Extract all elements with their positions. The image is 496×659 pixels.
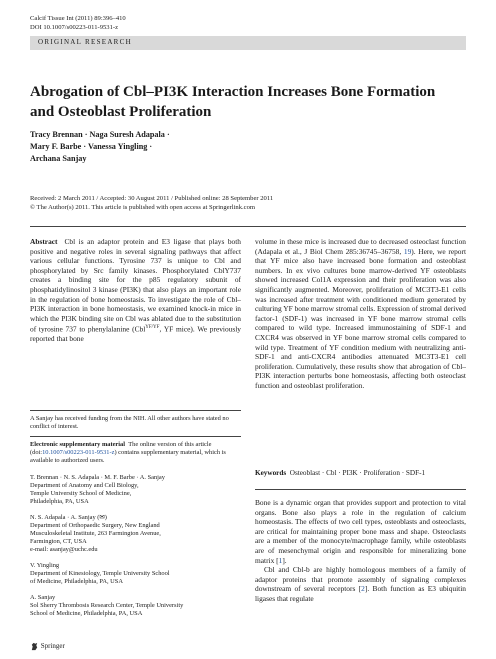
copyright-line: © The Author(s) 2011. This article is published with open access at Springerlink.com: [30, 203, 256, 211]
aff3-line: of Medicine, Philadelphia, PA, USA: [30, 578, 123, 585]
aff1-line: T. Brennan · N. S. Adapala · M. F. Barbe · A. Sanjay: [30, 474, 165, 481]
esm-heading: Electronic supplementary material: [30, 441, 126, 448]
keywords-heading: Keywords: [255, 469, 287, 477]
esm-doi-link[interactable]: 10.1007/s00223-011-9531-z: [42, 449, 115, 456]
publisher-name: Springer: [40, 642, 65, 651]
dates-line-1: Received: 2 March 2011 / Accepted: 30 August 2011 / Published online: 28 September 2011: [30, 195, 274, 202]
aff1-line: Philadelphia, PA, USA: [30, 498, 89, 505]
reference-link[interactable]: 19: [403, 246, 412, 256]
funding-note: A Sanjay has received funding from the NIH. All other authors have stated no conflict of interest.: [30, 415, 229, 430]
email-line[interactable]: e-mail: asanjay@uchc.edu: [30, 546, 98, 553]
keywords-text: Osteoblast · Cbl · PI3K · Proliferation · SDF-1: [289, 469, 426, 477]
esm-text-a: The online version of this article (doi:: [30, 441, 212, 456]
section-band: [30, 36, 466, 50]
author-list: [30, 129, 330, 165]
article-title: [30, 82, 470, 122]
aff4-line: A. Sanjay: [30, 594, 56, 601]
abstract-paragraph: [30, 237, 241, 344]
esm-note: [30, 441, 241, 465]
aff2-line: Farmington, CT, USA: [30, 538, 87, 545]
authors-line-2: Mary F. Barbe · Vanessa Yingling ·: [30, 142, 153, 151]
reference-link[interactable]: 1: [278, 555, 283, 565]
journal-header: [30, 14, 126, 32]
keywords: [255, 469, 466, 479]
intro-p1-end: ].: [282, 555, 287, 565]
intro-p2-text: Cbl and Cbl-b are highly homologous members of a family of adaptor proteins that promote assembly of signaling complexes downstream of several receptors [: [255, 565, 466, 594]
abstract-text: Cbl is an adaptor protein and E3 ligase that plays both positive and negative roles in several signaling pathways that affect various cellular functions. Tyrosine 737 is unique to Cbl and phosphorylated by Src family kinases. Phosphorylated CblY737 creates a binding site for the p85 regulatory subunit of phosphatidylinositol 3 kinase (PI3K) that also plays an important role in the regulation of bone homeostasis. To investigate the role of Cbl–PI3K interaction in bone homeostasis, we examined knock-in mice in which the PI3K binding site on Cbl was ablated due to the substitution of tyrosine 737 to phenylalanine (Cbl: [30, 237, 241, 334]
esm-divider: [30, 436, 241, 437]
keywords-divider: [255, 489, 466, 490]
authors-line-1: Tracy Brennan · Naga Suresh Adapala ·: [30, 130, 170, 139]
aff3-line: V. Yingling: [30, 562, 60, 569]
journal-citation: Calcif Tissue Int (2011) 89:396–410: [30, 15, 126, 22]
title-line-2: and Osteoblast Proliferation: [30, 104, 212, 120]
aff3-line: Department of Kinesiology, Temple University School: [30, 570, 170, 577]
abstract-left: [30, 237, 241, 344]
intro-p1-text: Bone is a dynamic organ that provides support and protection to vital organs. Bone also plays a role in the regulation of calcium homeostasis. The effects of two cell types, osteoblasts and osteoclasts, are critical for maintaining proper bone mass and shape. Osteoclasts are a member of the monocyte/macrophage family, while osteoblasts are of mesenchymal origin and responsible for mineralizing bone matrix [: [255, 498, 466, 565]
abstract-continued-a: volume in these mice is increased due to decreased osteoclast function (Adapala et al., J Biol Chem 285:36745–36758,: [255, 237, 466, 256]
footnote-divider: [30, 410, 241, 411]
intro-p2-end: ]. Both function as E3 ubiquitin ligases that regulate: [255, 584, 466, 603]
abstract-superscript: YF/YF: [145, 325, 160, 331]
introduction: [255, 498, 466, 604]
aff4-line: Sol Sherry Thrombosis Research Center, Temple University: [30, 602, 184, 609]
affiliation-4: [30, 594, 241, 618]
title-line-1: Abrogation of Cbl–PI3K Interaction Increases Bone Formation: [30, 84, 436, 100]
aff2-line: Department of Orthopaedic Surgery, New England: [30, 522, 160, 529]
abstract-continued: [255, 237, 466, 391]
affiliation-3: [30, 562, 241, 586]
esm-text-b: ) contains supplementary material, which is available to authorized users.: [30, 449, 226, 464]
aff1-line: Department of Anatomy and Cell Biology,: [30, 482, 139, 489]
affiliation-1: [30, 474, 241, 506]
intro-paragraph-2: [255, 565, 466, 603]
affiliation-2: [30, 514, 241, 554]
abstract-right: [255, 237, 466, 391]
reference-link[interactable]: 2: [361, 584, 365, 594]
intro-paragraph-1: [255, 498, 466, 565]
abstract-text-end: , YF mice). We previously reported that bone: [30, 324, 241, 344]
section-label: ORIGINAL RESEARCH: [38, 38, 132, 46]
journal-doi: DOI 10.1007/s00223-011-9531-z: [30, 24, 119, 31]
publisher-footer: [30, 642, 65, 651]
footnotes: [30, 415, 241, 618]
aff1-line: Temple University School of Medicine,: [30, 490, 132, 497]
abstract-continued-b: ). Here, we report that YF mice also have increased bone formation and osteoblast numbers. In ex vivo cultures bone marrow-derived YF osteoblasts showed increased Col1A expression and their proliferation was also significantly augmented. Moreover, proliferation of MC3T3-E1 cells was increased after treatment with conditioned medium generated by culturing YF bone marrow stromal cells. Expression of stromal derived factor-1 (SDF-1) was increased in YF bone marrow stromal cells compared to wild type. Increased immunostaining of SDF-1 and CXCR4 was observed in YF bone marrow stromal cells compared to wild type. Treatment of YF condition medium with neutralizing anti-SDF-1 and anti-CXCR4 antibodies attenuated MC3T3-E1 cell proliferation. Cumulatively, these results show that abrogation of Cbl–PI3K interaction perturbs bone homeostasis, affecting both osteoclast function and osteoblast proliferation.: [255, 246, 466, 390]
authors-line-3: Archana Sanjay: [30, 154, 87, 163]
aff2-line: N. S. Adapala · A. Sanjay (✉): [30, 514, 107, 521]
aff2-line: Musculoskeletal Institute, 263 Farmington Avenue,: [30, 530, 161, 537]
article-dates: [30, 195, 273, 212]
abstract-heading: Abstract: [30, 237, 58, 246]
aff4-line: School of Medicine, Philadelphia, PA, USA: [30, 610, 143, 617]
header-divider: [30, 226, 466, 227]
springer-horse-icon: [30, 642, 39, 651]
